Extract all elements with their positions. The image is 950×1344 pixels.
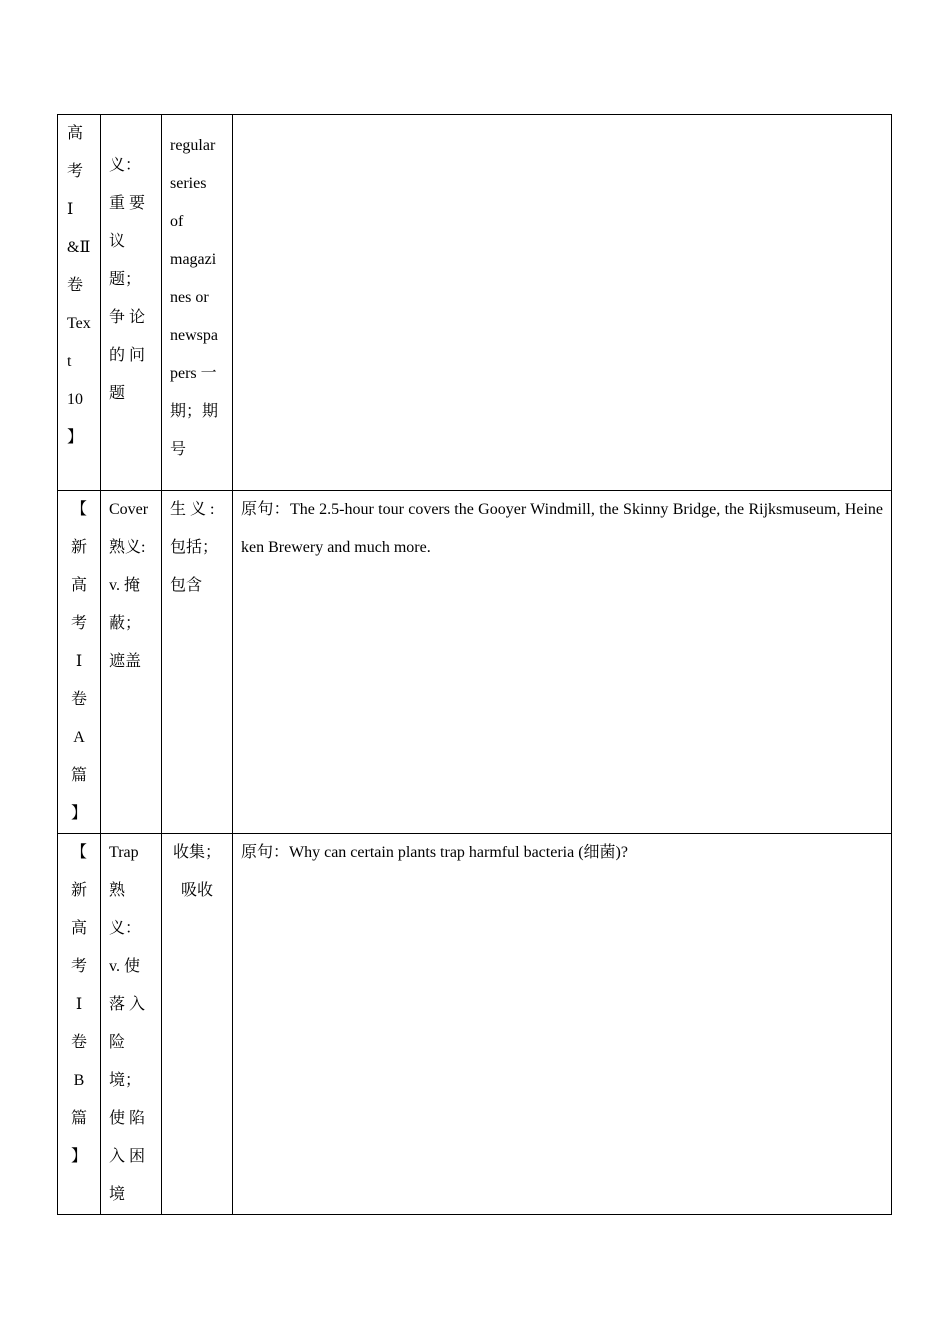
familiar-meaning-cell: Trap 熟 义： v. 使 落 入 险 境； 使 陷 入 困 境 <box>101 834 162 1215</box>
new-meaning-cell: regular series of magazi nes or newspa pers 一 期；期 号 <box>162 115 233 491</box>
sentence-cell: 原句：Why can certain plants trap harmful bacteria (细菌)? <box>233 834 892 1215</box>
source-cell: 高 考 Ⅰ &Ⅱ 卷 Tex t 10 】 <box>58 115 101 491</box>
familiar-meaning-cell: 义： 重 要 议 题； 争 论 的 问 题 <box>101 115 162 491</box>
new-meaning-cell: 收集； 吸收 <box>162 834 233 1215</box>
table-row <box>58 115 892 491</box>
table-row <box>58 834 892 1215</box>
table-row <box>58 491 892 834</box>
source-cell: 【 新 高 考 Ⅰ 卷 B 篇 】 <box>58 834 101 1215</box>
source-cell: 【 新 高 考 Ⅰ 卷 A 篇 】 <box>58 491 101 834</box>
sentence-cell: 原句：The 2.5-hour tour covers the Gooyer Windmill, the Skinny Bridge, the Rijksmuseum, Heineken Brewery and much more. <box>233 491 892 834</box>
familiar-meaning-cell: Cover 熟义: v. 掩 蔽； 遮盖 <box>101 491 162 834</box>
new-meaning-cell: 生 义 : 包括； 包含 <box>162 491 233 834</box>
vocabulary-table <box>57 114 892 1215</box>
sentence-cell <box>233 115 892 491</box>
